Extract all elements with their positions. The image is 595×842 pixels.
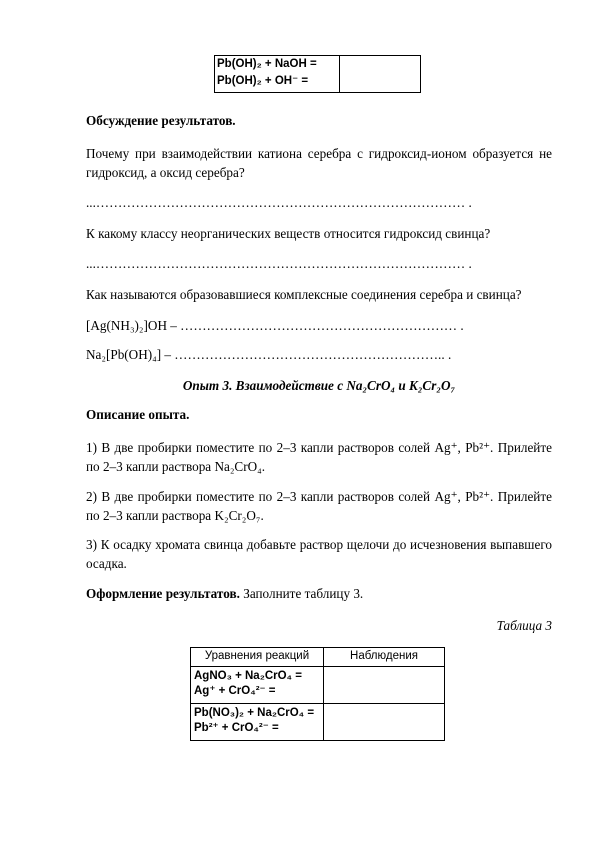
question-2: К какому классу неорганических веществ относится гидроксид свинца?: [86, 226, 491, 241]
answer-line-1: ...………………………………………………………………………… .: [86, 195, 472, 210]
discussion-heading: Обсуждение результатов.: [86, 113, 236, 128]
question-3: Как называются образовавшиеся комплексные соединения серебра и свинца?: [86, 287, 522, 302]
complex-answer-1: [Ag(NH₃)₂]OH – ……………………………………………………… .: [86, 318, 464, 333]
step-3: 3) К осадку хромата свинца добавьте раствор щелочи до исчезновения выпавшего осадка.: [86, 537, 552, 571]
equation-cell: [191, 667, 324, 704]
step-1: 1) В две пробирки поместите по 2–3 капли растворов солей Ag⁺, Pb²⁺. Прилейте по 2–3 капли раствора Na₂CrO₄.: [86, 440, 552, 474]
answer-line-2: ...………………………………………………………………………… .: [86, 256, 472, 271]
table-3: [190, 647, 445, 741]
results-text: Заполните таблицу 3.: [239, 586, 364, 601]
equation-line: Pb(OH)₂ + NaOH =: [217, 58, 317, 70]
question-1: Почему при взаимодействии катиона серебра с гидроксид-ионом образуется не гидроксид, а оксид серебра?: [86, 146, 552, 180]
equation-cell: [191, 704, 324, 741]
observation-cell: [324, 704, 445, 741]
step-2: 2) В две пробирки поместите по 2–3 капли растворов солей Ag⁺, Pb²⁺. Прилейте по 2–3 капли раствора K₂Cr₂O₇.: [86, 489, 552, 523]
results-line: [86, 586, 363, 602]
equation-line: Ag⁺ + CrO₄²⁻ =: [194, 685, 276, 697]
experiment-3-title: Опыт 3. Взаимодействие с Na₂CrO₄ и K₂Cr₂O₇: [182, 378, 456, 393]
observation-cell: [324, 667, 445, 704]
column-header: Наблюдения: [324, 648, 445, 667]
equation-line: Pb(NO₃)₂ + Na₂CrO₄ =: [194, 707, 315, 719]
equation-line: Pb(OH)₂ + OH⁻ =: [217, 75, 309, 87]
observation-cell: [340, 56, 421, 93]
complex-answer-2: Na₂[Pb(OH)₄] – …………………………………………………….. .: [86, 347, 452, 362]
results-heading: Оформление результатов.: [86, 586, 240, 601]
table-label: Таблица 3: [496, 618, 552, 633]
equation-line: AgNO₃ + Na₂CrO₄ =: [194, 670, 302, 682]
equation-line: Pb²⁺ + CrO₄²⁻ =: [194, 722, 279, 734]
column-header: Уравнения реакций: [191, 648, 324, 667]
reactions-table-top: [214, 55, 421, 93]
description-heading: Описание опыта.: [86, 407, 190, 422]
equation-cell: [215, 56, 340, 93]
